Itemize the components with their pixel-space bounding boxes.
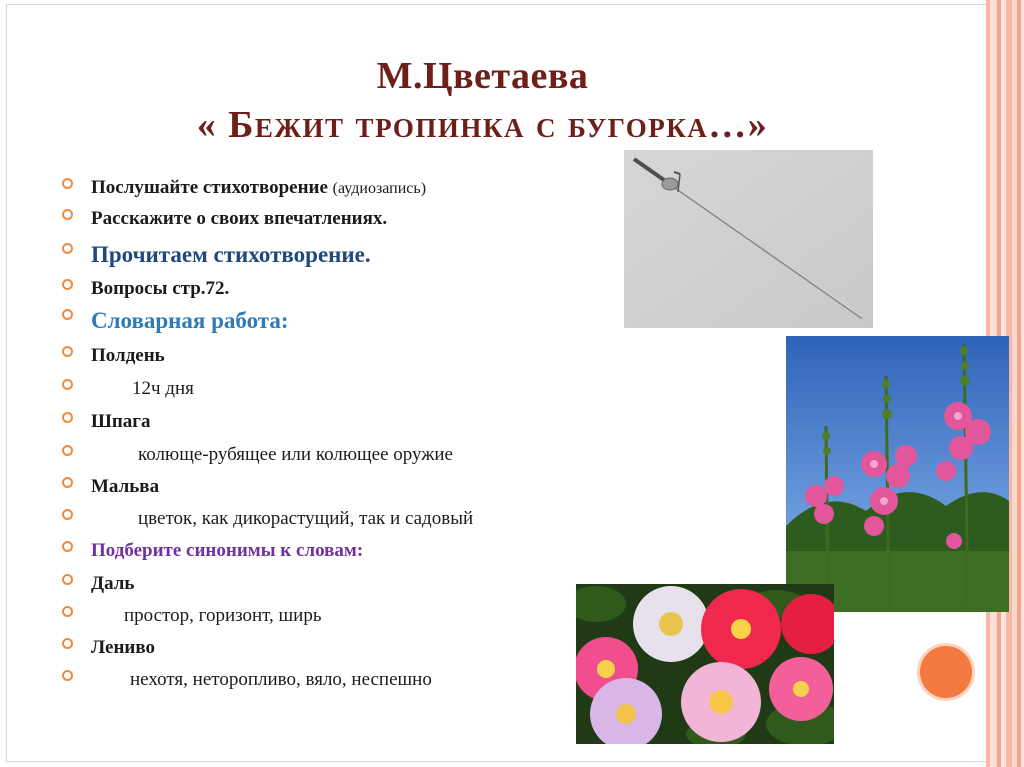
bullet-item [60, 509, 473, 541]
bullet-item [60, 574, 473, 606]
bullet-text: цветок, как дикорастущий, так и садовый [138, 508, 474, 529]
bullet-item [60, 541, 473, 574]
bullet-text: колюще-рубящее или колющее оружие [138, 444, 453, 465]
bullet-item [60, 379, 473, 412]
bullet-text: 12ч дня [132, 378, 194, 399]
decorative-circle [917, 643, 975, 701]
bullet-text: Вопросы стр.72. [91, 278, 230, 299]
bullet-note: (аудиозапись) [332, 180, 427, 197]
bullet-text: Прочитаем стихотворение. [91, 242, 371, 267]
bullet-text: Расскажите о своих впечатлениях. [91, 208, 388, 229]
bullet-item [60, 243, 473, 279]
bullet-text: простор, горизонт, ширь [124, 605, 322, 626]
bullet-item [60, 606, 473, 638]
bullet-item [60, 477, 473, 509]
bullet-text: Послушайте стихотворение [91, 177, 328, 198]
slide-title-poem: « Бежит тропинка с бугорка…» [196, 104, 769, 146]
bullet-item [60, 638, 473, 670]
bullet-item [60, 279, 473, 309]
bullet-text: нехотя, неторопливо, вяло, неспешно [130, 669, 432, 690]
slide-title-author: М.Цветаева [376, 55, 589, 97]
bullet-item [60, 209, 473, 243]
rapier-photo [624, 150, 873, 328]
bullet-text: Словарная работа: [91, 308, 289, 333]
bullet-text: Лениво [91, 637, 155, 658]
bullet-item [60, 445, 473, 477]
bullet-text: Мальва [91, 476, 160, 497]
bullet-item [60, 346, 473, 379]
bullet-item [60, 309, 473, 346]
bullet-text: Полдень [91, 345, 165, 366]
bullet-item [60, 670, 473, 702]
bullet-item [60, 412, 473, 445]
mallow-flowers-photo [576, 584, 834, 744]
bullet-text: Даль [91, 573, 135, 594]
bullet-list [60, 178, 473, 702]
mallow-plants-photo [786, 336, 1009, 612]
bullet-item [60, 178, 473, 209]
bullet-text: Шпага [91, 411, 151, 432]
bullet-text: Подберите синонимы к словам: [91, 540, 364, 561]
